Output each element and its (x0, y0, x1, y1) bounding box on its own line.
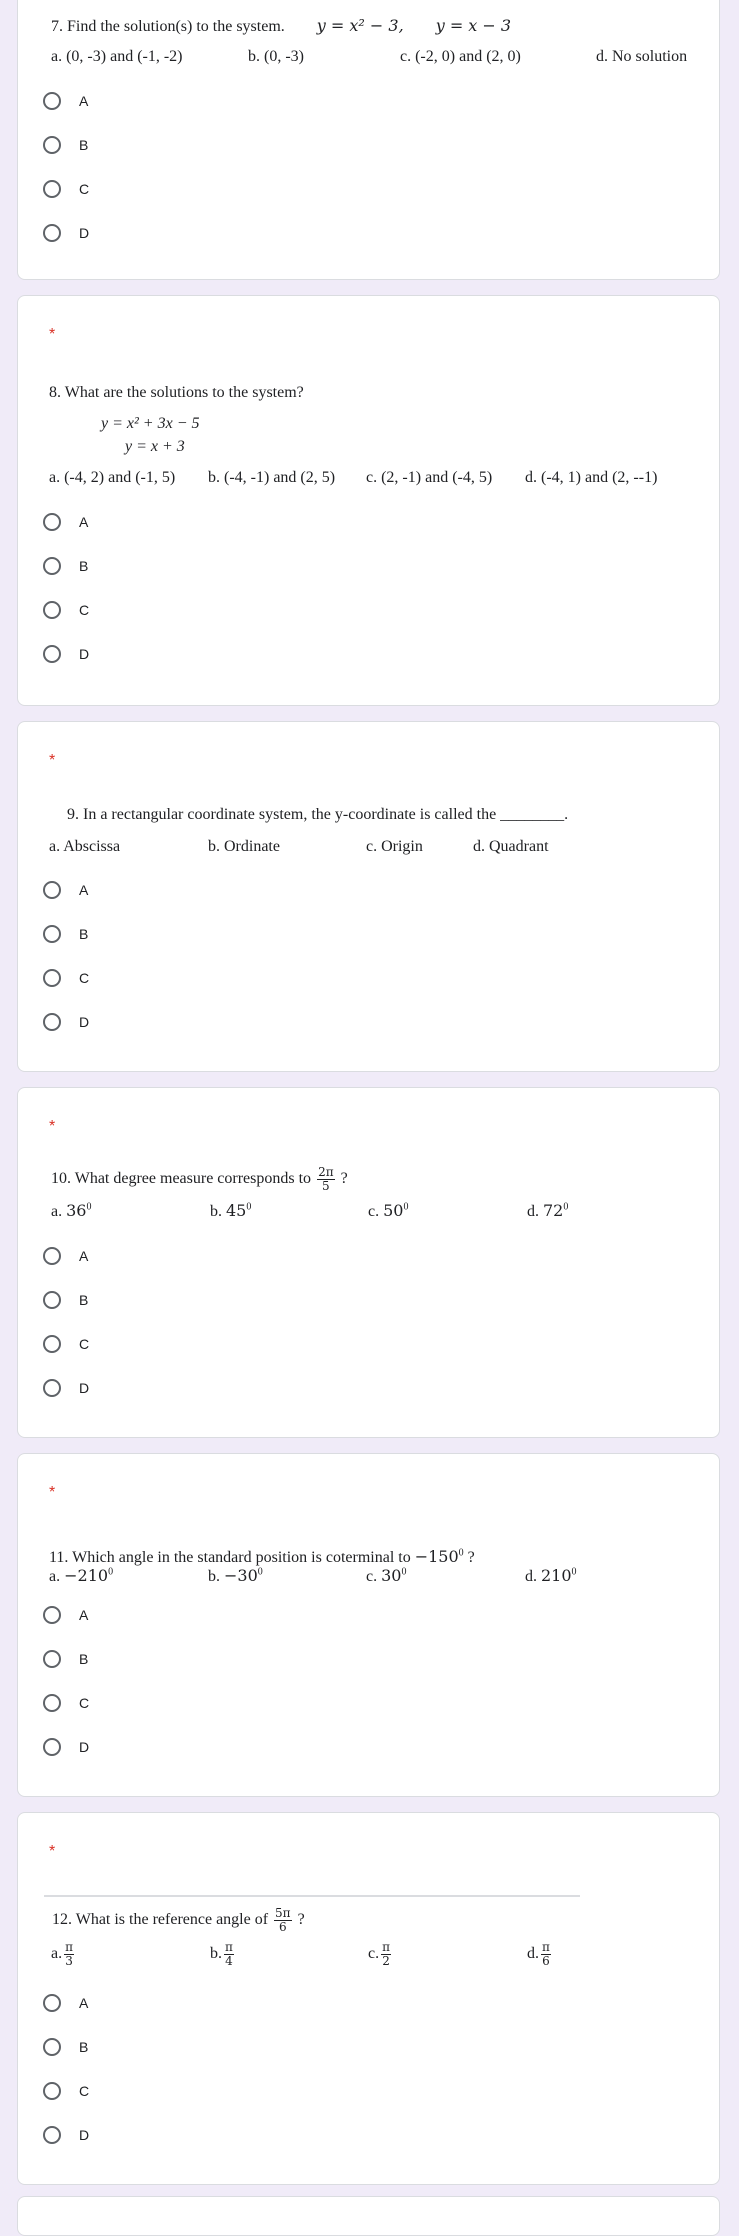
fraction: $\frac{\pi}{3}$ (65, 1940, 73, 1968)
question-card-8 (17, 295, 720, 706)
choice-label: D (79, 1380, 90, 1396)
fraction: $\frac{\pi}{2}$ (382, 1940, 390, 1968)
option-c-text: c. $50^0$ (368, 1201, 409, 1220)
question-text: 9. In a rectangular coordinate system, the y-coordinate is called the ________. (67, 806, 569, 823)
question-text: 7. Find the solution(s) to the system. y = x² − 3, y = x − 3 (51, 16, 512, 35)
choice-b[interactable] (43, 1288, 88, 1312)
choice-label: D (79, 2127, 90, 2143)
radio-button[interactable] (43, 1738, 61, 1756)
choice-c[interactable] (43, 1332, 89, 1356)
choice-label: B (79, 1651, 89, 1667)
choice-c[interactable] (43, 1691, 89, 1715)
question-text: 12. What is the reference angle of $\frac{5\pi}{6}$ ? (52, 1906, 305, 1934)
option-c-text: c. (2, -1) and (-4, 5) (366, 469, 493, 486)
choice-label: A (79, 1607, 89, 1623)
required-asterisk: * (49, 326, 56, 343)
option-b-text: b. Ordinate (208, 838, 280, 855)
choice-label: A (79, 1995, 89, 2011)
radio-button[interactable] (43, 2126, 61, 2144)
choice-d[interactable] (43, 1735, 89, 1759)
fraction: $\frac{5\pi}{6}$ (275, 1906, 291, 1934)
choice-a[interactable] (43, 89, 88, 113)
equation-1: y = x² + 3x − 5 (101, 415, 200, 432)
radio-button[interactable] (43, 925, 61, 943)
choice-label: C (79, 2083, 90, 2099)
choice-label: C (79, 1695, 90, 1711)
choice-b[interactable] (43, 922, 88, 946)
radio-button[interactable] (43, 1650, 61, 1668)
choice-c[interactable] (43, 2079, 89, 2103)
choice-c[interactable] (43, 177, 89, 201)
choice-d[interactable] (43, 221, 89, 245)
choice-label: B (79, 2039, 89, 2055)
radio-button[interactable] (43, 1291, 61, 1309)
question-text: 8. What are the solutions to the system? (49, 384, 304, 401)
option-c-text: c. Origin (366, 838, 423, 855)
option-a-text: a. $\frac{\pi}{3}$ (51, 1940, 73, 1968)
radio-button[interactable] (43, 557, 61, 575)
choice-label: B (79, 1292, 89, 1308)
choice-b[interactable] (43, 2035, 88, 2059)
radio-button[interactable] (43, 2082, 61, 2100)
question-text: 11. Which angle in the standard position is coterminal to $-150^0$ ? (49, 1547, 475, 1566)
choice-label: A (79, 882, 89, 898)
option-d-text: d. (-4, 1) and (2, --1) (525, 469, 658, 486)
choice-label: D (79, 225, 90, 241)
option-b-text: b. (-4, -1) and (2, 5) (208, 469, 336, 486)
option-b-text: b. $-30^0$ (208, 1566, 263, 1585)
choice-b[interactable] (43, 133, 88, 157)
choice-b[interactable] (43, 1647, 88, 1671)
option-b-text: b. $45^0$ (210, 1201, 252, 1220)
choice-d[interactable] (43, 1010, 89, 1034)
choice-b[interactable] (43, 554, 88, 578)
option-a-text: a. (0, -3) and (-1, -2) (51, 48, 183, 65)
radio-button[interactable] (43, 180, 61, 198)
choice-label: C (79, 970, 90, 986)
choice-a[interactable] (43, 1991, 88, 2015)
option-c-text: c. (-2, 0) and (2, 0) (400, 48, 521, 65)
radio-button[interactable] (43, 1247, 61, 1265)
question-card-9 (17, 721, 720, 1072)
choice-c[interactable] (43, 598, 89, 622)
choice-label: C (79, 602, 90, 618)
question-text: 10. What degree measure corresponds to $\frac{2\pi}{5}$ ? (51, 1165, 348, 1193)
choice-label: C (79, 181, 90, 197)
option-c-text: c. $30^0$ (366, 1566, 407, 1585)
choice-a[interactable] (43, 510, 88, 534)
divider-line (44, 1895, 580, 1897)
choice-label: D (79, 1014, 90, 1030)
option-a-text: a. (-4, 2) and (-1, 5) (49, 469, 176, 486)
question-card-12 (17, 1812, 720, 2185)
radio-button[interactable] (43, 513, 61, 531)
fraction: $\frac{\pi}{6}$ (542, 1940, 550, 1968)
question-card-7 (17, 0, 720, 280)
choice-label: B (79, 926, 89, 942)
choice-d[interactable] (43, 642, 89, 666)
required-asterisk: * (49, 752, 56, 769)
option-d-text: d. No solution (596, 48, 688, 65)
option-d-text: d. Quadrant (473, 838, 549, 855)
choice-a[interactable] (43, 1244, 88, 1268)
required-asterisk: * (49, 1484, 56, 1501)
option-d-text: d. $210^0$ (525, 1566, 577, 1585)
radio-button[interactable] (43, 601, 61, 619)
radio-button[interactable] (43, 645, 61, 663)
equation-2: y = x + 3 (125, 438, 185, 455)
choice-label: D (79, 1739, 90, 1755)
option-a-text: a. $-210^0$ (49, 1566, 114, 1585)
choice-a[interactable] (43, 1603, 88, 1627)
option-a-text: a. Abscissa (49, 838, 121, 855)
required-asterisk: * (49, 1118, 56, 1135)
radio-button[interactable] (43, 1606, 61, 1624)
choice-label: B (79, 558, 89, 574)
radio-button[interactable] (43, 1379, 61, 1397)
radio-button[interactable] (43, 1335, 61, 1353)
choice-a[interactable] (43, 878, 88, 902)
choice-label: A (79, 93, 89, 109)
option-a-text: a. $36^0$ (51, 1201, 92, 1220)
option-b-text: b. $\frac{\pi}{4}$ (210, 1940, 233, 1968)
radio-button[interactable] (43, 2038, 61, 2056)
radio-button[interactable] (43, 1994, 61, 2012)
question-card-10 (17, 1087, 720, 1438)
choice-label: A (79, 1248, 89, 1264)
question-card-11 (17, 1453, 720, 1797)
required-asterisk: * (49, 1843, 56, 1860)
fraction: $\frac{\pi}{4}$ (225, 1940, 233, 1968)
fraction: $\frac{2\pi}{5}$ (318, 1165, 334, 1193)
choice-label: C (79, 1336, 90, 1352)
choice-label: D (79, 646, 90, 662)
radio-button[interactable] (43, 136, 61, 154)
question-card-next (17, 2196, 720, 2236)
radio-button[interactable] (43, 1694, 61, 1712)
choice-label: A (79, 514, 89, 530)
option-b-text: b. (0, -3) (248, 48, 304, 65)
option-d-text: d. $\frac{\pi}{6}$ (527, 1940, 550, 1968)
choice-d[interactable] (43, 2123, 89, 2147)
choice-label: B (79, 137, 89, 153)
choice-d[interactable] (43, 1376, 89, 1400)
choice-c[interactable] (43, 966, 89, 990)
radio-button[interactable] (43, 224, 61, 242)
radio-button[interactable] (43, 969, 61, 987)
option-c-text: c. $\frac{\pi}{2}$ (368, 1940, 390, 1968)
option-d-text: d. $72^0$ (527, 1201, 569, 1220)
radio-button[interactable] (43, 881, 61, 899)
radio-button[interactable] (43, 92, 61, 110)
radio-button[interactable] (43, 1013, 61, 1031)
